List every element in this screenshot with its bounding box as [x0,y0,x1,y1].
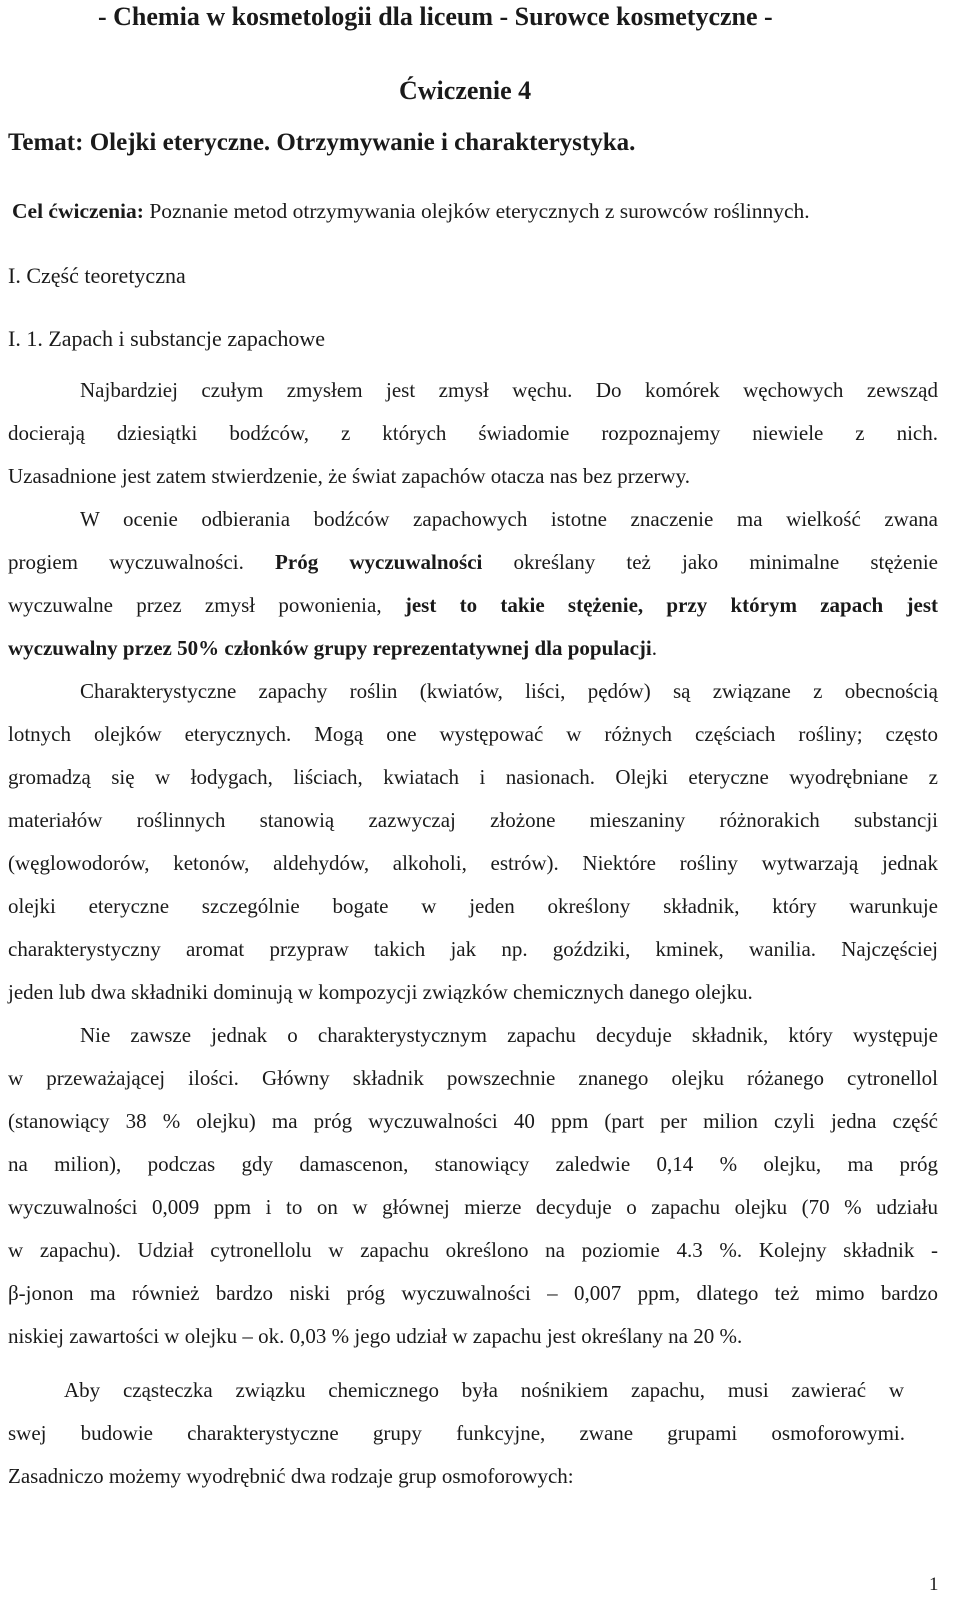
line-15: jeden lub dwa składniki dominują w kompozycji związków chemicznych danego olejku. [8,980,753,1004]
topic-title: Temat: Olejki eteryczne. Otrzymywanie i charakterystyka. [8,129,636,156]
line-16: Nie zawsze jednak o charakterystycznym zapachu decyduje składnik, który występuje [80,1023,938,1047]
line-9: lotnych olejków eterycznych. Mogą one występować w różnych częściach rośliny; często [8,722,938,746]
line-22: β-jonon ma również bardzo niski próg wyczuwalności – 0,007 ppm, dlatego też mimo bardzo [8,1281,938,1305]
line-6 [8,593,938,618]
threshold-term: Próg wyczuwalności [275,550,483,574]
line-1: Najbardziej czułym zmysłem jest zmysł węchu. Do komórek węchowych zewsząd [80,378,938,402]
line-23: niskiej zawartości w olejku – ok. 0,03 % jego udział w zapachu jest określany na 20 %. [8,1324,743,1348]
line-19: na milion), podczas gdy damascenon, stanowiący zaledwie 0,14 % olejku, ma próg [8,1152,938,1176]
line-11: materiałów roślinnych stanowią zazwyczaj złożone mieszaniny różnorakich substancji [8,808,938,832]
goal-text: Poznanie metod otrzymywania olejków eterycznych z surowców roślinnych. [143,199,810,223]
course-title: - Chemia w kosmetologii dla liceum - Surowce kosmetyczne - [98,2,773,31]
line-7-end: . [651,636,658,660]
line-24: Aby cząsteczka związku chemicznego była nośnikiem zapachu, musi zawierać w [64,1378,904,1402]
line-2: docierają dziesiątki bodźców, z których świadomie rozpoznajemy niewiele z nich. [8,421,938,445]
line-5-end: określany też jako minimalne stężenie [482,550,938,574]
line-25: swej budowie charakterystyczne grupy funkcyjne, zwane grupami osmoforowymi. [8,1421,905,1445]
line-18: (stanowiący 38 % olejku) ma próg wyczuwalności 40 ppm (part per milion czyli jedna część [8,1109,938,1133]
section-title: I. 1. Zapach i substancje zapachowe [8,326,326,351]
line-5-start: progiem wyczuwalności. [8,550,276,574]
line-5 [8,550,938,575]
threshold-definition-2: wyczuwalny przez 50% członków grupy reprezentatywnej dla populacji [8,636,652,660]
line-26: Zasadniczo możemy wyodrębnić dwa rodzaje grup osmoforowych: [8,1464,574,1488]
exercise-number: Ćwiczenie 4 [399,76,532,105]
line-20: wyczuwalności 0,009 ppm i to on w głównej mierze decyduje o zapachu olejku (70 % udziału [8,1195,938,1219]
line-8: Charakterystyczne zapachy roślin (kwiatów, liści, pędów) są związane z obecnością [80,679,938,703]
line-6-start: wyczuwalne przez zmysł powonienia, [8,593,405,617]
line-17: w przeważającej ilości. Główny składnik powszechnie znanego olejku różanego cytronellol [8,1066,938,1090]
line-14: charakterystyczny aromat przypraw takich jak np. goździki, kminek, wanilia. Najczęściej [8,937,938,961]
goal-label: Cel ćwiczenia: [12,199,144,223]
threshold-definition-1: jest to takie stężenie, przy którym zapach jest [404,593,938,617]
line-12: (węglowodorów, ketonów, aldehydów, alkoholi, estrów). Niektóre rośliny wytwarzają jednak [8,851,938,875]
line-7 [8,636,657,661]
line-3: Uzasadnione jest zatem stwierdzenie, że świat zapachów otacza nas bez przerwy. [8,464,690,488]
line-13: olejki eteryczne szczególnie bogate w jeden określony składnik, który warunkuje [8,894,938,918]
line-10: gromadzą się w łodygach, liściach, kwiatach i nasionach. Olejki eteryczne wyodrębniane z [8,765,938,789]
line-21: w zapachu). Udział cytronellolu w zapachu określono na poziomie 4.3 %. Kolejny składnik - [8,1238,938,1262]
exercise-goal [12,199,810,224]
line-4: W ocenie odbierania bodźców zapachowych istotne znaczenie ma wielkość zwana [80,507,938,531]
part-title: I. Część teoretyczna [8,263,186,288]
page-number: 1 [929,1574,939,1595]
